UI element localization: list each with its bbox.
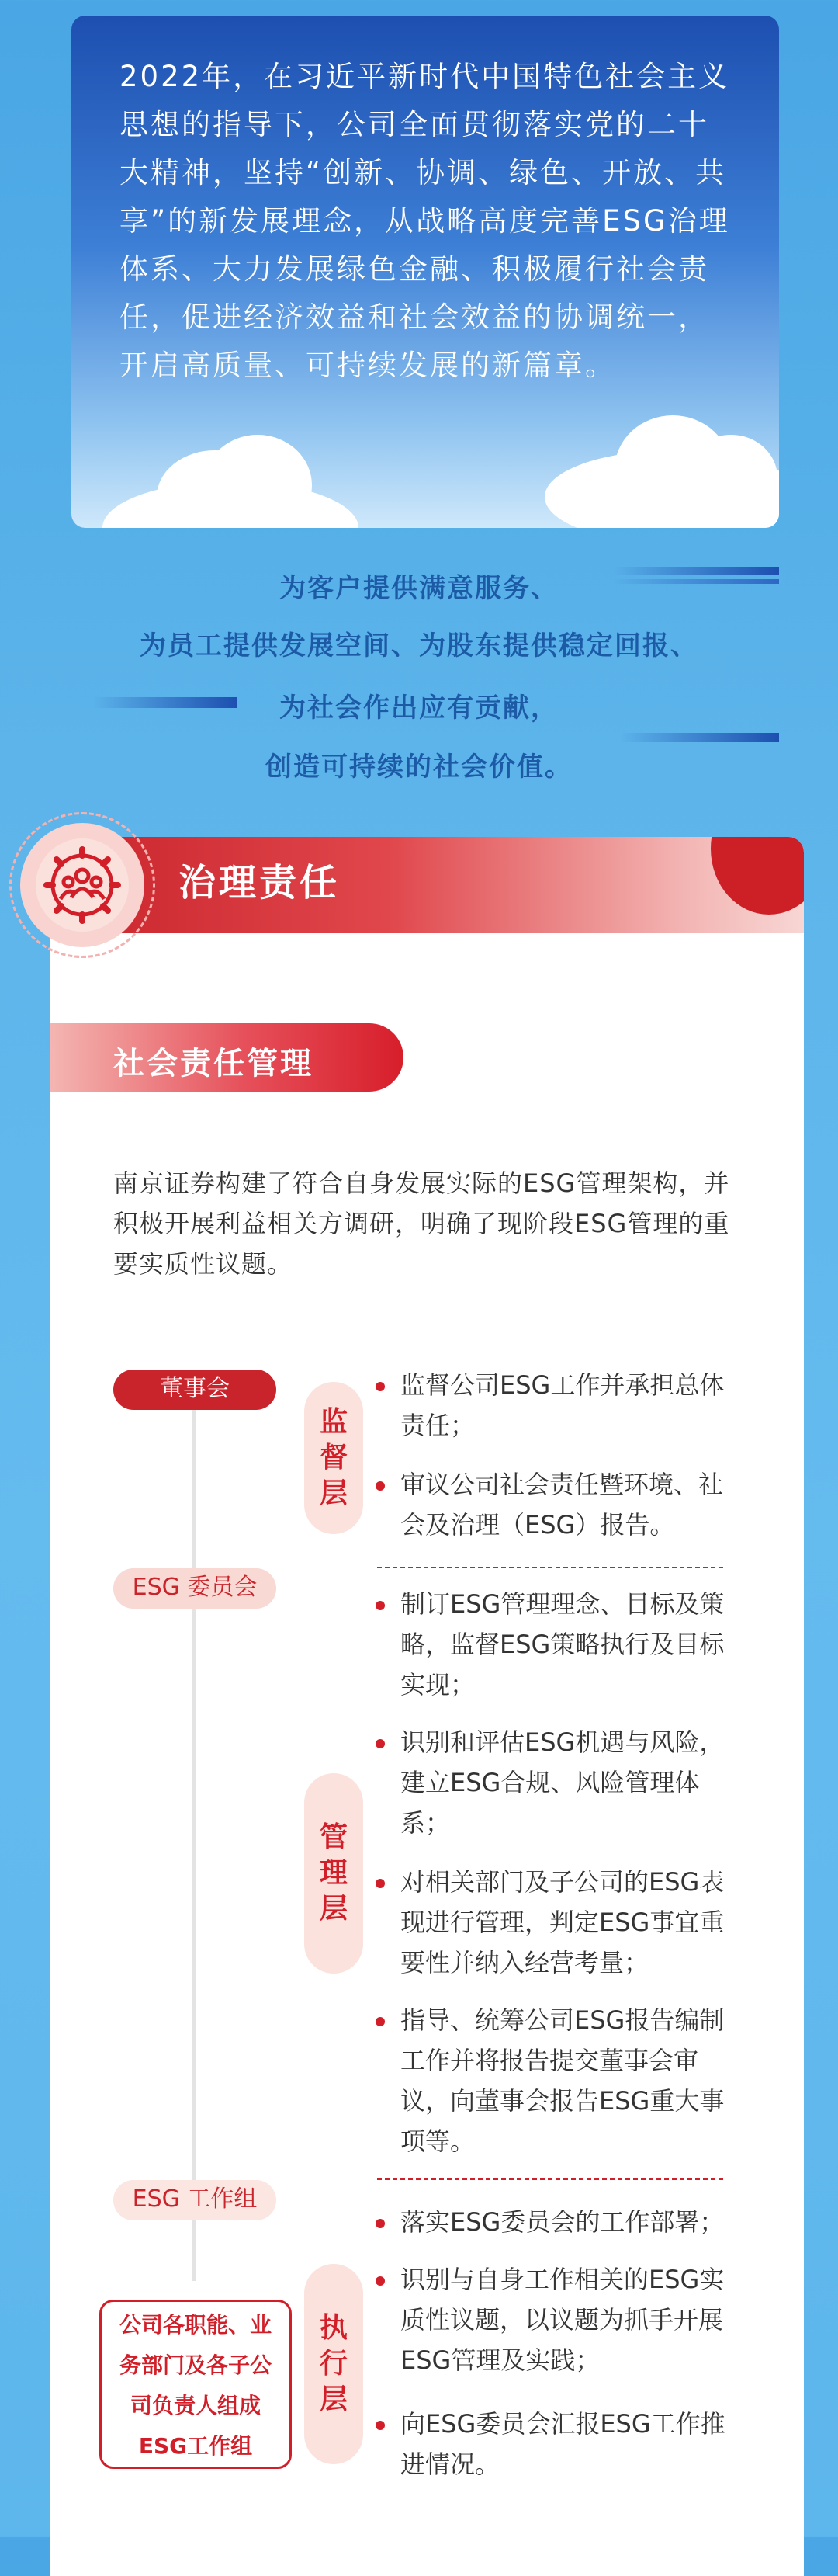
- intro-text: 2022年，在习近平新时代中国特色社会主义思想的指导下，公司全面贯彻落实党的二十大精神，坚持“创新、协调、绿色、开放、共享”的新发展理念，从战略高度完善ESG治理体系、大力发展绿色金融、积极履行社会责任，促进经济效益和社会效益的协调统一，开启高质量、可持续发展的新篇章。: [119, 60, 730, 382]
- slogan-line-2: 为员工提供发展空间、为股东提供稳定回报、: [140, 630, 698, 661]
- execution-item: 向ESG委员会汇报ESG工作推进情况。: [400, 2409, 725, 2479]
- node-esg-working-group: ESG 工作组: [113, 2180, 276, 2220]
- bullet-icon: [376, 1382, 385, 1391]
- bullet-icon: [376, 1879, 385, 1888]
- layer-supervision: [304, 1382, 363, 1534]
- timeline-line: [192, 1388, 196, 2281]
- management-description: 南京证券构建了符合自身发展实际的ESG管理架构，并积极开展利益相关方调研，明确了现阶段ESG管理的重要实质性议题。: [113, 1168, 730, 1279]
- section-divider: [377, 1567, 723, 1568]
- layer-management: [304, 1773, 363, 1974]
- slogan-line-1: 为客户提供满意服务、: [279, 573, 559, 604]
- governance-header: [50, 837, 804, 933]
- layer-execution: [304, 2264, 363, 2464]
- bullet-icon: [376, 1739, 385, 1748]
- intro-card: [71, 16, 779, 528]
- cloud-decoration: [203, 435, 312, 528]
- node-esg-committee: ESG 委员会: [113, 1568, 276, 1609]
- supervision-item: 监督公司ESG工作并承担总体责任；: [400, 1370, 725, 1440]
- management-item: 识别和评估ESG机遇与风险，建立ESG合规、风险管理体系；: [400, 1727, 725, 1838]
- section-divider: [377, 2178, 723, 2180]
- management-item: 对相关部门及子公司的ESG表现进行管理，判定ESG事宜重要性并纳入经营考量；: [400, 1867, 725, 1977]
- cloud-decoration: [684, 435, 777, 520]
- decor-stripe: [621, 733, 779, 742]
- governance-title: 治理责任: [178, 861, 341, 904]
- node-board: 董事会: [113, 1370, 276, 1410]
- people-gear-icon: [36, 838, 129, 932]
- supervision-item: 审议公司社会责任暨环境、社会及治理（ESG）报告。: [400, 1470, 724, 1540]
- execution-item: 落实ESG委员会的工作部署；: [400, 2207, 725, 2237]
- bullet-icon: [376, 1481, 385, 1491]
- header-corner-decoration: [711, 837, 804, 915]
- slogan-line-4: 创造可持续的社会价值。: [265, 752, 573, 783]
- bullet-icon: [376, 2421, 385, 2430]
- layer-execution-label: 执行层: [319, 2312, 348, 2415]
- bullet-icon: [376, 2276, 385, 2286]
- management-item: 制订ESG管理理念、目标及策略，监督ESG策略执行及目标实现；: [400, 1589, 725, 1699]
- slogan-line-3: 为社会作出应有贡献，: [279, 693, 559, 724]
- node-departments: 公司各职能、业务部门及各子公司负责人组成ESG工作组: [99, 2300, 292, 2469]
- subsection-title: 社会责任管理: [113, 1046, 313, 1081]
- management-item: 指导、统筹公司ESG报告编制工作并将报告提交董事会审议，向董事会报告ESG重大事项等。: [400, 2005, 725, 2156]
- bullet-icon: [376, 1601, 385, 1610]
- layer-supervision-label: 监督层: [319, 1406, 348, 1509]
- execution-item: 识别与自身工作相关的ESG实质性议题，以议题为抓手开展ESG管理及实践；: [400, 2265, 725, 2375]
- bullet-icon: [376, 2017, 385, 2026]
- layer-management-label: 管理层: [319, 1821, 348, 1925]
- bullet-icon: [376, 2219, 385, 2228]
